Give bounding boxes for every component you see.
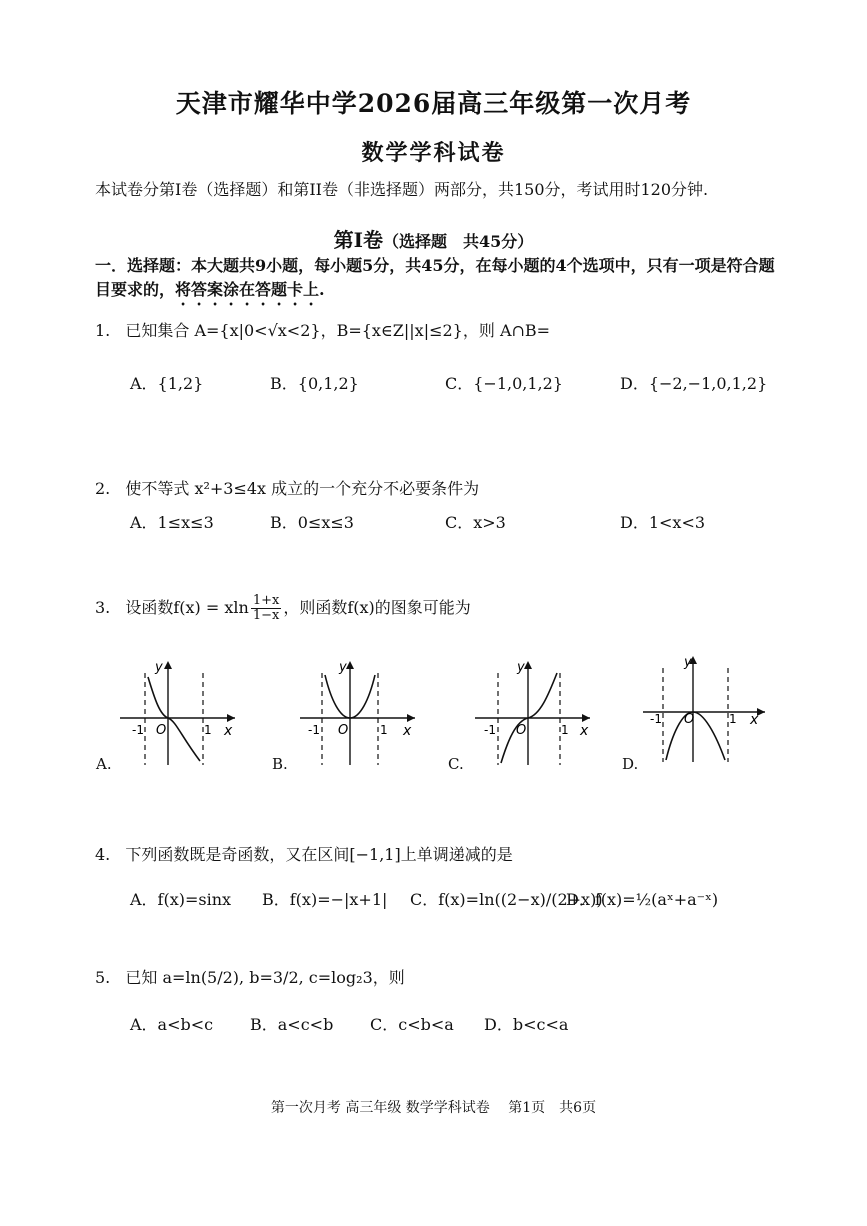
exam-subtitle: 数学学科试卷 <box>361 140 506 166</box>
section-instructions <box>95 254 785 309</box>
q1-option-b: B．{0,1,2} <box>270 374 359 393</box>
question-4 <box>95 842 513 865</box>
question-number: 1. <box>95 321 111 340</box>
fraction <box>251 594 282 623</box>
tick-neg1: -1 <box>132 723 144 737</box>
origin-label: O <box>338 723 349 738</box>
q4-option-d: D．f(x)=½(aˣ+a⁻ˣ) <box>566 890 719 909</box>
q2-option-c: C．x>3 <box>445 513 506 532</box>
y-label: y <box>684 655 692 670</box>
question-number: 5. <box>95 968 111 987</box>
tick-neg1: -1 <box>484 723 496 737</box>
q3-option-c: C. <box>448 755 464 773</box>
x-arrow-icon <box>227 714 235 722</box>
q2-option-b: B．0≤x≤3 <box>270 513 354 532</box>
section-title: 第I卷 <box>333 228 384 252</box>
page-footer: 第一次月考 高三年级 数学学科试卷 第1页 共6页 <box>270 1100 597 1116</box>
tick-1: 1 <box>561 723 569 737</box>
q1-option-d: D．{−2,−1,0,1,2} <box>620 374 768 393</box>
q1-option-c: C．{−1,0,1,2} <box>445 374 563 393</box>
question-5 <box>95 965 405 988</box>
fraction-denominator: 1−x <box>252 608 280 623</box>
q2-option-a: A．1≤x≤3 <box>130 513 214 532</box>
q5-option-a: A．a<b<c <box>130 1015 214 1034</box>
origin-label: O <box>684 712 695 727</box>
y-arrow-icon <box>164 661 172 669</box>
graph-a <box>115 655 245 770</box>
y-label: y <box>517 660 525 675</box>
question-number: 2. <box>95 479 111 498</box>
origin-label: O <box>516 723 527 738</box>
section-heading <box>0 224 867 253</box>
tick-neg1: -1 <box>308 723 320 737</box>
x-arrow-icon <box>582 714 590 722</box>
question-stem-post: ，则函数f(x)的图象可能为 <box>283 598 471 617</box>
exam-title: 天津市耀华中学2026届高三年级第一次月考 <box>175 89 692 118</box>
q3-option-a: A. <box>96 755 112 773</box>
q4-option-a: A．f(x)=sinx <box>130 890 232 909</box>
tick-1: 1 <box>729 712 737 726</box>
question-number: 3. <box>95 598 111 617</box>
x-label: x <box>580 723 589 739</box>
y-arrow-icon <box>524 661 532 669</box>
question-1 <box>95 318 550 341</box>
exam-intro: 本试卷分第I卷（选择题）和第II卷（非选择题）两部分，共150分，考试用时120分钟. <box>95 180 709 199</box>
question-3 <box>95 594 471 623</box>
tick-1: 1 <box>204 723 212 737</box>
fraction-numerator: 1+x <box>252 593 280 608</box>
curve <box>666 712 725 760</box>
question-2 <box>95 476 479 499</box>
q3-option-b: B. <box>272 755 288 773</box>
instructions-emphasis: 将答案涂在答题卡上 <box>175 280 320 299</box>
q5-option-d: D．b<c<a <box>484 1015 569 1034</box>
x-label: x <box>403 723 412 739</box>
graph-c <box>470 655 600 770</box>
q2-option-d: D．1<x<3 <box>620 513 706 532</box>
section-note: （选择题 共45分） <box>383 232 534 251</box>
question-stem: 已知 a=ln(5/2), b=3/2, c=log₂3，则 <box>125 968 405 987</box>
q5-option-b: B．a<c<b <box>250 1015 334 1034</box>
instructions-end: . <box>319 280 325 299</box>
x-arrow-icon <box>407 714 415 722</box>
question-stem-pre: 设函数f(x) = xln <box>125 598 249 617</box>
graph-d <box>640 650 775 765</box>
question-stem: 已知集合 A={x|0<√x<2}，B={x∈Z||x|≤2}，则 A∩B= <box>125 321 551 340</box>
x-label: x <box>224 723 233 739</box>
question-stem: 下列函数既是奇函数，又在区间[−1,1]上单调递减的是 <box>125 845 513 864</box>
q1-option-a: A．{1,2} <box>130 374 204 393</box>
y-label: y <box>155 660 163 675</box>
q4-option-c: C．f(x)=ln((2−x)/(2+x)) <box>410 890 603 909</box>
question-stem: 使不等式 x²+3≤4x 成立的一个充分不必要条件为 <box>125 479 480 498</box>
question-number: 4. <box>95 845 111 864</box>
y-arrow-icon <box>346 661 354 669</box>
q3-option-d: D. <box>622 755 639 773</box>
origin-label: O <box>156 723 167 738</box>
tick-1: 1 <box>380 723 388 737</box>
q4-option-b: B．f(x)=−|x+1| <box>262 890 388 909</box>
tick-neg1: -1 <box>650 712 662 726</box>
curve <box>148 677 200 761</box>
graph-b <box>295 655 425 770</box>
x-label: x <box>750 712 759 728</box>
instructions-text: 一．选择题：本大题共9小题，每小题5分，共45分，在每小题的4个选项中，只有一项是符合题目要求的， <box>95 256 775 299</box>
y-label: y <box>339 660 347 675</box>
q5-option-c: C．c<b<a <box>370 1015 454 1034</box>
